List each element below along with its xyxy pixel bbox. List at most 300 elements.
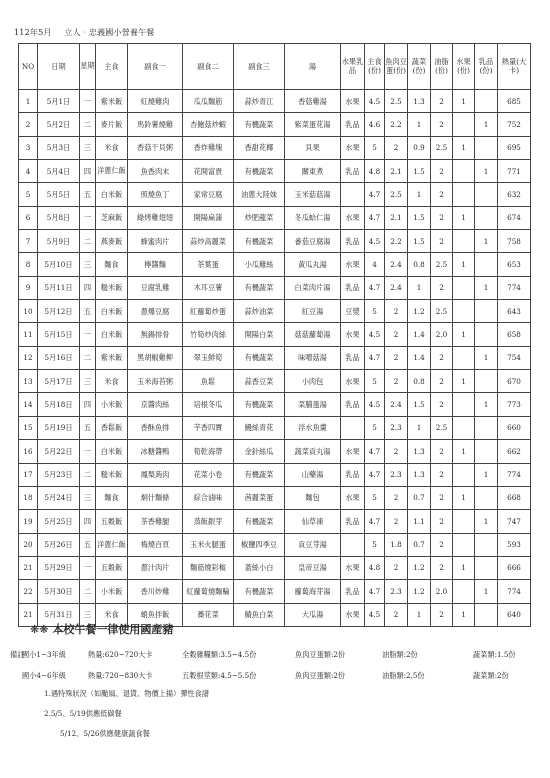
cell-dairy xyxy=(475,440,498,463)
cell-dairy xyxy=(475,253,498,276)
cell-side-1: 紅燒雞肉 xyxy=(128,90,183,113)
cell-weekday: 二 xyxy=(80,113,96,136)
cell-side-3: 有機蔬菜 xyxy=(234,463,285,486)
cell-soup: 山藥湯 xyxy=(285,463,341,486)
cell-soup: 冬瓜蛤仁湯 xyxy=(285,206,341,229)
table-row xyxy=(19,533,531,556)
table-row xyxy=(19,113,531,136)
cell-protein: 2.2 xyxy=(385,113,408,136)
cell-dairy xyxy=(475,206,498,229)
cell-calories: 674 xyxy=(498,206,531,229)
cell-date: 5月10日 xyxy=(38,253,80,276)
note-grade-low: 國小1~3年級 xyxy=(22,650,66,659)
cell-vegetable: 1 xyxy=(408,603,431,626)
cell-protein: 2.3 xyxy=(385,416,408,439)
cell-grain: 4.5 xyxy=(365,393,385,416)
cell-calories: 685 xyxy=(498,90,531,113)
cell-weekday: 一 xyxy=(80,206,96,229)
cell-side-1: 照燒魚丁 xyxy=(128,183,183,206)
cell-side-2: 瓜瓜麵筋 xyxy=(183,90,234,113)
cell-calories: 593 xyxy=(498,533,531,556)
cell-vegetable: 1.3 xyxy=(408,440,431,463)
cell-soup: 菜脯蛋湯 xyxy=(285,393,341,416)
cell-fruit-milk: 水果 xyxy=(341,90,365,113)
table-row xyxy=(19,440,531,463)
cell-date: 5月22日 xyxy=(38,440,80,463)
cell-side-2: 茶葉蛋 xyxy=(183,253,234,276)
cell-date: 5月18日 xyxy=(38,393,80,416)
cell-staple: 白米飯 xyxy=(96,323,128,346)
cell-soup: 貢豆芽湯 xyxy=(285,533,341,556)
table-body xyxy=(19,90,531,627)
cell-oil: 2.0 xyxy=(431,580,453,603)
cell-no: 17 xyxy=(19,463,38,486)
cell-staple: 小米飯 xyxy=(96,580,128,603)
cell-protein: 1.8 xyxy=(385,533,408,556)
table-row xyxy=(19,276,531,299)
cell-weekday: 四 xyxy=(80,160,96,183)
table-row xyxy=(19,183,531,206)
cell-side-3: 有機蔬菜 xyxy=(234,346,285,369)
col-date: 日期 xyxy=(38,44,80,90)
cell-date: 5月5日 xyxy=(38,183,80,206)
cell-calories: 752 xyxy=(498,113,531,136)
cell-vegetable: 0.9 xyxy=(408,136,431,159)
cell-grain: 4.7 xyxy=(365,346,385,369)
cell-fruit-milk: 水果 xyxy=(341,323,365,346)
cell-no: 18 xyxy=(19,486,38,509)
cell-oil: 2.0 xyxy=(431,323,453,346)
col-side-2: 副食二 xyxy=(183,44,234,90)
cell-dairy xyxy=(475,533,498,556)
cell-calories: 771 xyxy=(498,160,531,183)
cell-oil: 2.5 xyxy=(431,253,453,276)
cell-no: 9 xyxy=(19,276,38,299)
cell-side-3: 茜麗菜蛋 xyxy=(234,486,285,509)
cell-fruit-milk: 水果 xyxy=(341,253,365,276)
cell-grain: 4.8 xyxy=(365,556,385,579)
cell-grain: 4.7 xyxy=(365,463,385,486)
cell-weekday: 三 xyxy=(80,486,96,509)
cell-protein: 2 xyxy=(385,510,408,533)
cell-side-1: 無錫排骨 xyxy=(128,323,183,346)
cell-staple: 香鬆飯 xyxy=(96,416,128,439)
cell-protein: 2.5 xyxy=(385,90,408,113)
cell-protein: 2.1 xyxy=(385,206,408,229)
cell-side-1: 蔥爆豆腐 xyxy=(128,300,183,323)
cell-side-1: 茶香雞腿 xyxy=(128,510,183,533)
cell-side-3: 小瓜雞絲 xyxy=(234,253,285,276)
cell-fruit-milk xyxy=(341,533,365,556)
cell-oil: 2 xyxy=(431,346,453,369)
cell-vegetable: 1.5 xyxy=(408,160,431,183)
cell-vegetable: 0.8 xyxy=(408,253,431,276)
cell-no: 8 xyxy=(19,253,38,276)
cell-staple: 糙米飯 xyxy=(96,276,128,299)
cell-fruit-milk: 乳品 xyxy=(341,510,365,533)
cell-grain: 5 xyxy=(365,416,385,439)
cell-oil: 2 xyxy=(431,276,453,299)
cell-side-1: 蛸魚拌飯 xyxy=(128,603,183,626)
cell-protein: 2.4 xyxy=(385,253,408,276)
col-side-1: 副食一 xyxy=(128,44,183,90)
cell-side-2: 竹筍炒肉絲 xyxy=(183,323,234,346)
cell-side-1: 綠烤雞翅翅 xyxy=(128,206,183,229)
cell-calories: 670 xyxy=(498,370,531,393)
cell-calories: 653 xyxy=(498,253,531,276)
cell-dairy: 1 xyxy=(475,510,498,533)
cell-dairy xyxy=(475,370,498,393)
cell-side-3: 有機蔬菜 xyxy=(234,230,285,253)
cell-side-2: 香炸雞塊 xyxy=(183,136,234,159)
cell-oil: 2 xyxy=(431,230,453,253)
cell-side-3: 蒜香豆菜 xyxy=(234,370,285,393)
cell-calories: 632 xyxy=(498,183,531,206)
cell-no: 21 xyxy=(19,556,38,579)
cell-calories: 695 xyxy=(498,136,531,159)
cell-vegetable: 0.7 xyxy=(408,533,431,556)
cell-weekday: 三 xyxy=(80,136,96,159)
cell-no: 16 xyxy=(19,440,38,463)
cell-calories: 658 xyxy=(498,323,531,346)
cell-staple: 五穀飯 xyxy=(96,510,128,533)
cell-fruit: 1 xyxy=(453,370,475,393)
cell-fruit-milk: 水果 xyxy=(341,370,365,393)
cell-side-2: 麵筋燒彩椒 xyxy=(183,556,234,579)
cell-side-2: 蒸飯銀芽 xyxy=(183,510,234,533)
table-row xyxy=(19,510,531,533)
lunch-menu-table xyxy=(18,43,531,627)
table-row xyxy=(19,90,531,113)
cell-soup: 香菇雞湯 xyxy=(285,90,341,113)
cell-side-2: 開陽扁蒲 xyxy=(183,206,234,229)
cell-vegetable: 1.1 xyxy=(408,510,431,533)
table-header-row xyxy=(19,44,531,90)
cell-oil: 2 xyxy=(431,370,453,393)
table-row xyxy=(19,300,531,323)
cell-staple: 白米飯 xyxy=(96,440,128,463)
cell-protein: 2.4 xyxy=(385,276,408,299)
cell-oil: 2.5 xyxy=(431,136,453,159)
cell-side-2: 綜合滷味 xyxy=(183,486,234,509)
cell-side-3: 有機蔬菜 xyxy=(234,160,285,183)
cell-protein: 2 xyxy=(385,440,408,463)
cell-side-2: 筍乾海帶 xyxy=(183,440,234,463)
cell-fruit: 1 xyxy=(453,556,475,579)
col-dairy: 乳品(份) xyxy=(475,44,498,90)
cell-no: 10 xyxy=(19,300,38,323)
cell-no: 13 xyxy=(19,370,38,393)
cell-vegetable: 1 xyxy=(408,276,431,299)
cell-vegetable: 1.5 xyxy=(408,206,431,229)
cell-protein: 2 xyxy=(385,370,408,393)
table-row xyxy=(19,580,531,603)
cell-vegetable: 1 xyxy=(408,183,431,206)
cell-side-1: 梅燒百頁 xyxy=(128,533,183,556)
note-oil-low: 油脂類:2份 xyxy=(382,650,418,659)
note-kcal-low: 熱量:620~720大卡 xyxy=(88,650,153,659)
cell-date: 5月4日 xyxy=(38,160,80,183)
table-row xyxy=(19,136,531,159)
cell-weekday: 二 xyxy=(80,463,96,486)
menu-month: 112年5月 xyxy=(14,28,52,37)
col-no: NO xyxy=(19,44,38,90)
cell-fruit-milk: 豆漿 xyxy=(341,300,365,323)
cell-staple: 米食 xyxy=(96,136,128,159)
cell-side-3: 炒肥龍菜 xyxy=(234,206,285,229)
cell-soup: 關東煮 xyxy=(285,160,341,183)
cell-staple: 五穀飯 xyxy=(96,556,128,579)
cell-grain: 4.7 xyxy=(365,510,385,533)
cell-side-1: 玉米海苔粥 xyxy=(128,370,183,393)
note-flexible-menu: 1.遇特殊狀況（如颱風、退貨、物價上揚）彈性食譜 xyxy=(44,689,209,698)
cell-fruit: 1 xyxy=(453,136,475,159)
cell-weekday: 二 xyxy=(80,346,96,369)
cell-no: 11 xyxy=(19,323,38,346)
cell-vegetable: 1.3 xyxy=(408,90,431,113)
cell-oil: 2 xyxy=(431,90,453,113)
cell-vegetable: 1.5 xyxy=(408,230,431,253)
cell-side-2: 玉米火腿蛋 xyxy=(183,533,234,556)
col-staple: 主食 xyxy=(96,44,128,90)
cell-fruit-milk: 乳品 xyxy=(341,276,365,299)
cell-dairy: 1 xyxy=(475,346,498,369)
cell-fruit-milk: 水果 xyxy=(341,440,365,463)
cell-side-2: 蕎花菜 xyxy=(183,603,234,626)
cell-fruit-milk: 乳品 xyxy=(341,230,365,253)
cell-weekday: 三 xyxy=(80,370,96,393)
cell-soup: 蔬菜貢丸湯 xyxy=(285,440,341,463)
cell-fruit: 1 xyxy=(453,206,475,229)
cell-soup: 皇帝豆湯 xyxy=(285,556,341,579)
table-row xyxy=(19,230,531,253)
notes-title xyxy=(30,621,173,637)
cell-staple: 洋蔥仁飯 xyxy=(96,533,128,556)
cell-vegetable: 1.2 xyxy=(408,556,431,579)
cell-weekday: 一 xyxy=(80,440,96,463)
cell-fruit xyxy=(453,276,475,299)
cell-calories: 758 xyxy=(498,230,531,253)
cell-side-1: 檸醬麵 xyxy=(128,253,183,276)
cell-no: 20 xyxy=(19,533,38,556)
cell-staple: 紫米飯 xyxy=(96,90,128,113)
cell-no: 2 xyxy=(19,113,38,136)
cell-weekday: 二 xyxy=(80,230,96,253)
cell-soup: 紫菜蛋花湯 xyxy=(285,113,341,136)
cell-staple: 白米飯 xyxy=(96,300,128,323)
cell-side-2: 木耳豆薯 xyxy=(183,276,234,299)
cell-side-1: 香酥魚排 xyxy=(128,416,183,439)
col-weekday: 星期 xyxy=(80,44,96,90)
cell-side-3: 鰻絲青花 xyxy=(234,416,285,439)
cell-side-3: 有機蔬菜 xyxy=(234,113,285,136)
cell-calories: 747 xyxy=(498,510,531,533)
cell-calories: 668 xyxy=(498,486,531,509)
cell-oil: 2 xyxy=(431,556,453,579)
table-row xyxy=(19,416,531,439)
cell-no: 15 xyxy=(19,416,38,439)
cell-soup: 麵包 xyxy=(285,486,341,509)
cell-side-3: 有機蔬菜 xyxy=(234,580,285,603)
cell-weekday: 五 xyxy=(80,416,96,439)
cell-side-2: 蒜炒高麗菜 xyxy=(183,230,234,253)
cell-grain: 5 xyxy=(365,533,385,556)
cell-side-3: 開陽白菜 xyxy=(234,323,285,346)
cell-side-3: 有機蔬菜 xyxy=(234,276,285,299)
cell-fruit: 1 xyxy=(453,440,475,463)
cell-no: 14 xyxy=(19,393,38,416)
cell-grain: 5 xyxy=(365,300,385,323)
cell-dairy xyxy=(475,136,498,159)
note-oil-high: 油脂類:2.5份 xyxy=(382,671,425,680)
col-fruit: 水果(份) xyxy=(453,44,475,90)
cell-side-1: 蜂蜜肉片 xyxy=(128,230,183,253)
cell-protein: 2 xyxy=(385,603,408,626)
table-row xyxy=(19,463,531,486)
cell-side-1: 炯什麵條 xyxy=(128,486,183,509)
cell-vegetable: 0.8 xyxy=(408,370,431,393)
cell-soup: 浮水魚羹 xyxy=(285,416,341,439)
cell-no: 21 xyxy=(19,603,38,626)
cell-dairy xyxy=(475,416,498,439)
cell-protein: 2 xyxy=(385,323,408,346)
col-fruit-milk: 水果乳品 xyxy=(341,44,365,90)
cell-side-3: 蒜炒油菜 xyxy=(234,300,285,323)
cell-side-1: 冰糖醬鴨 xyxy=(128,440,183,463)
cell-soup: 貝果 xyxy=(285,136,341,159)
cell-oil: 2.5 xyxy=(431,300,453,323)
cell-date: 5月11日 xyxy=(38,276,80,299)
table-row xyxy=(19,346,531,369)
cell-soup: 仙草凍 xyxy=(285,510,341,533)
cell-oil: 2 xyxy=(431,393,453,416)
cell-fruit-milk: 水果 xyxy=(341,603,365,626)
table-row xyxy=(19,323,531,346)
cell-fruit: 1 xyxy=(453,603,475,626)
cell-fruit xyxy=(453,533,475,556)
cell-fruit-milk: 乳品 xyxy=(341,463,365,486)
cell-fruit-milk xyxy=(341,183,365,206)
cell-no: 22 xyxy=(19,580,38,603)
cell-fruit-milk: 水果 xyxy=(341,206,365,229)
cell-protein: 2.3 xyxy=(385,580,408,603)
cell-side-1: 魚香肉末 xyxy=(128,160,183,183)
cell-side-2: 家常豆腐 xyxy=(183,183,234,206)
cell-side-3: 蒜炒青江 xyxy=(234,90,285,113)
cell-dairy xyxy=(475,323,498,346)
cell-grain: 4.7 xyxy=(365,206,385,229)
cell-dairy xyxy=(475,300,498,323)
table-row xyxy=(19,393,531,416)
cell-side-1: 豆腐乳雞 xyxy=(128,276,183,299)
cell-fruit: 1 xyxy=(453,253,475,276)
cell-fruit xyxy=(453,416,475,439)
cell-dairy xyxy=(475,183,498,206)
cell-staple: 白米飯 xyxy=(96,183,128,206)
cell-dairy: 1 xyxy=(475,276,498,299)
cell-date: 5月29日 xyxy=(38,556,80,579)
cell-date: 5月24日 xyxy=(38,486,80,509)
notes-label: 備註 xyxy=(10,650,25,659)
cell-side-3: 金針絲瓜 xyxy=(234,440,285,463)
cell-side-2: 花菜小卷 xyxy=(183,463,234,486)
cell-side-2: 紅蘿蔔炒蛋 xyxy=(183,300,234,323)
cell-oil: 2 xyxy=(431,440,453,463)
cell-calories: 773 xyxy=(498,393,531,416)
cell-weekday: 四 xyxy=(80,393,96,416)
cell-date: 5月1日 xyxy=(38,90,80,113)
cell-grain: 4.7 xyxy=(365,276,385,299)
cell-fruit xyxy=(453,113,475,136)
note-protein-high: 魚肉豆蛋類:2份 xyxy=(295,671,346,680)
cell-calories: 660 xyxy=(498,416,531,439)
cell-oil: 2 xyxy=(431,183,453,206)
star-icon: ❋❋ xyxy=(30,623,49,636)
cell-fruit xyxy=(453,183,475,206)
cell-dairy: 1 xyxy=(475,160,498,183)
menu-title: 立人‧忠義國小營養午餐 xyxy=(64,28,155,37)
note-protein-low: 魚肉豆蛋類:2份 xyxy=(295,650,346,659)
cell-no: 5 xyxy=(19,183,38,206)
cell-fruit-milk: 乳品 xyxy=(341,113,365,136)
note-veg-high: 蔬菜類:2份 xyxy=(473,671,509,680)
cell-fruit-milk: 水果 xyxy=(341,556,365,579)
cell-vegetable: 1.4 xyxy=(408,323,431,346)
cell-vegetable: 1 xyxy=(408,113,431,136)
note-low-carb: 2.5/5、5/19供應低碳餐 xyxy=(44,709,122,718)
cell-oil: 2 xyxy=(431,206,453,229)
note-grain-high: 五穀根莖類:4.5~5.5份 xyxy=(182,671,257,680)
cell-weekday: 三 xyxy=(80,253,96,276)
cell-side-2: 翠玉鮮筍 xyxy=(183,346,234,369)
cell-side-2: 魚鬆 xyxy=(183,370,234,393)
cell-calories: 774 xyxy=(498,276,531,299)
cell-side-1: 鳳梨蒟肉 xyxy=(128,463,183,486)
cell-calories: 662 xyxy=(498,440,531,463)
cell-side-3: 香甜花椰 xyxy=(234,136,285,159)
cell-dairy: 1 xyxy=(475,230,498,253)
cell-side-1: 香川炒雞 xyxy=(128,580,183,603)
cell-side-1: 香菇干貝粥 xyxy=(128,136,183,159)
cell-calories: 640 xyxy=(498,603,531,626)
col-vegetable: 蔬菜(份) xyxy=(408,44,431,90)
cell-grain: 4.5 xyxy=(365,90,385,113)
cell-dairy: 1 xyxy=(475,393,498,416)
cell-date: 5月26日 xyxy=(38,533,80,556)
table-row xyxy=(19,486,531,509)
cell-weekday: 四 xyxy=(80,276,96,299)
cell-dairy xyxy=(475,556,498,579)
cell-side-3: 有機蔬菜 xyxy=(234,393,285,416)
cell-soup: 紅豆湯 xyxy=(285,300,341,323)
cell-fruit xyxy=(453,580,475,603)
cell-fruit xyxy=(453,230,475,253)
cell-weekday: 五 xyxy=(80,533,96,556)
cell-fruit xyxy=(453,160,475,183)
col-side-3: 副食三 xyxy=(234,44,285,90)
table-row xyxy=(19,253,531,276)
cell-date: 5月17日 xyxy=(38,370,80,393)
col-protein: 魚肉豆蛋(份) xyxy=(385,44,408,90)
cell-no: 4 xyxy=(19,160,38,183)
cell-side-3: 鯖魚白菜 xyxy=(234,603,285,626)
cell-date: 5月2日 xyxy=(38,113,80,136)
note-grade-high: 國小4~6年級 xyxy=(22,671,66,680)
cell-dairy xyxy=(475,603,498,626)
cell-fruit xyxy=(453,300,475,323)
cell-no: 12 xyxy=(19,346,38,369)
cell-side-3: 油蔥大陸妹 xyxy=(234,183,285,206)
